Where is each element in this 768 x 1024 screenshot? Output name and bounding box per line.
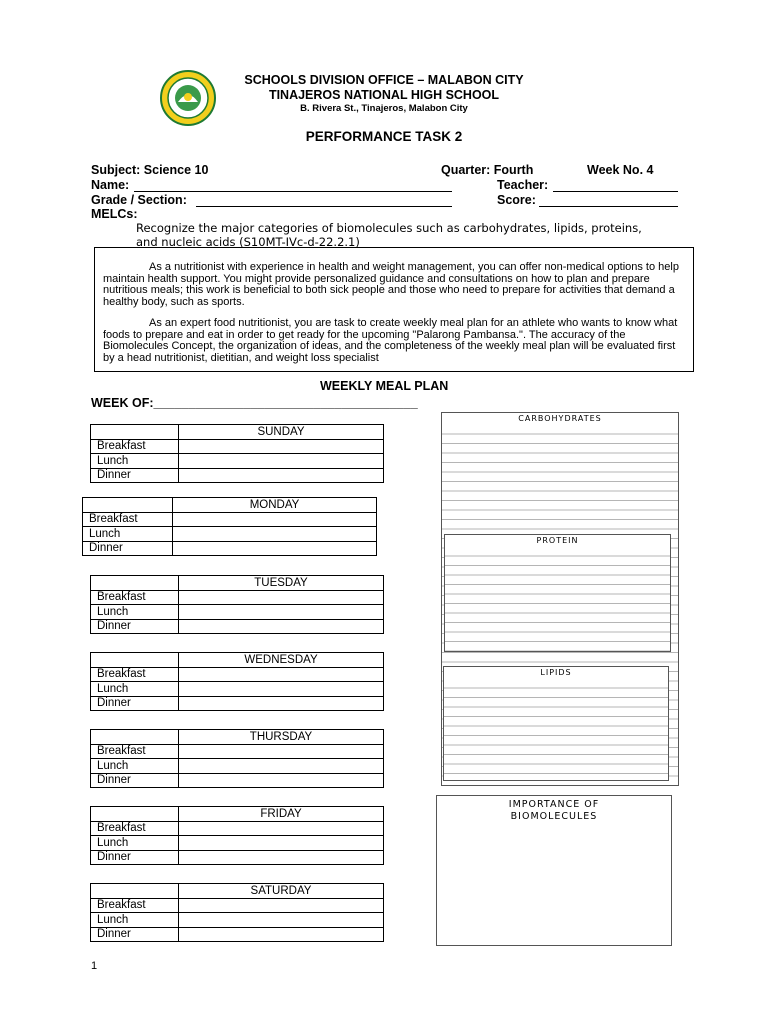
day-table-sunday — [90, 424, 384, 483]
page-title: PERFORMANCE TASK 2 — [305, 129, 463, 144]
day-name: FRIDAY — [179, 807, 384, 822]
meal-entry-cell[interactable] — [173, 541, 377, 556]
blank-header-cell — [91, 884, 179, 899]
task-paragraph-1: As a nutritionist with experience in health and weight management, you can offer non-medical options to help maintain health support. You might provide personalized guidance and consultations on how to plan and prepare nutritious meals; this work is beneficial to both sick people and those who need to prepare for activities that demand a healthy body, such as sports. — [103, 261, 679, 308]
name-label: Name: — [91, 178, 130, 192]
meal-label: Lunch — [91, 759, 179, 774]
meal-label: Breakfast — [91, 439, 179, 454]
day-table-tuesday — [90, 575, 384, 634]
meal-entry-cell[interactable] — [179, 836, 384, 851]
meal-entry-cell[interactable] — [179, 744, 384, 759]
day-table-monday — [82, 497, 377, 556]
blank-header-cell — [91, 576, 179, 591]
quarter-label: Quarter: Fourth — [441, 163, 534, 177]
meal-entry-cell[interactable] — [179, 898, 384, 913]
teacher-field[interactable] — [553, 178, 678, 192]
blank-header-cell — [91, 653, 179, 668]
meal-entry-cell[interactable] — [179, 759, 384, 774]
meal-entry-cell[interactable] — [173, 527, 377, 542]
meal-entry-cell[interactable] — [179, 927, 384, 942]
meal-label: Breakfast — [91, 744, 179, 759]
teacher-label: Teacher: — [497, 178, 549, 192]
grade-section-label: Grade / Section: — [91, 193, 187, 207]
subject-label: Subject: Science 10 — [91, 163, 209, 177]
melcs-text: Recognize the major categories of biomolecules such as carbohydrates, lipids, proteins, and nucleic acids (S10MT-IVc-d-22.2.1) — [136, 221, 642, 249]
meal-entry-cell[interactable] — [173, 512, 377, 527]
meal-label: Lunch — [91, 682, 179, 697]
grade-section-field[interactable] — [196, 193, 452, 207]
meal-label: Dinner — [91, 850, 179, 865]
day-table-friday — [90, 806, 384, 865]
day-table-thursday — [90, 729, 384, 788]
importance-of-biomolecules-box[interactable] — [436, 795, 672, 946]
meal-label: Lunch — [91, 454, 179, 469]
meal-label: Dinner — [91, 927, 179, 942]
meal-label: Breakfast — [91, 821, 179, 836]
importance-heading: IMPORTANCE OF BIOMOLECULES — [508, 799, 600, 822]
day-name: MONDAY — [173, 498, 377, 513]
meal-entry-cell[interactable] — [179, 850, 384, 865]
division-office-heading: SCHOOLS DIVISION OFFICE – MALABON CITY — [244, 73, 524, 87]
meal-entry-cell[interactable] — [179, 454, 384, 469]
meal-entry-cell[interactable] — [179, 821, 384, 836]
name-field[interactable] — [134, 178, 452, 192]
meal-label: Breakfast — [91, 898, 179, 913]
meal-label: Dinner — [91, 696, 179, 711]
meal-entry-cell[interactable] — [179, 590, 384, 605]
day-table-wednesday — [90, 652, 384, 711]
meal-label: Breakfast — [91, 590, 179, 605]
score-field[interactable] — [539, 193, 678, 207]
meal-entry-cell[interactable] — [179, 682, 384, 697]
page-number: 1 — [91, 960, 98, 972]
day-name: TUESDAY — [179, 576, 384, 591]
weekly-meal-plan-title: WEEKLY MEAL PLAN — [320, 379, 449, 393]
day-name: SUNDAY — [179, 425, 384, 440]
day-name: WEDNESDAY — [179, 653, 384, 668]
blank-header-cell — [91, 807, 179, 822]
meal-entry-cell[interactable] — [179, 468, 384, 483]
meal-label: Dinner — [91, 619, 179, 634]
protein-heading: PROTEIN — [445, 535, 670, 546]
meal-label: Dinner — [91, 468, 179, 483]
task-paragraph-2: As an expert food nutritionist, you are task to create weekly meal plan for an athlete who wants to know what foods to prepare and eat in order to get ready for the upcoming "Palarong Pambansa.". The accuracy of the Biomolecules Concept, the organization of ideas, and the completeness of the weekly meal plan will be evaluated first by a head nutritionist, dietitian, and weight loss specialist — [103, 317, 678, 364]
meal-entry-cell[interactable] — [179, 605, 384, 620]
blank-header-cell — [83, 498, 173, 513]
meal-entry-cell[interactable] — [179, 696, 384, 711]
school-address: B. Rivera St., Tinajeros, Malabon City — [300, 103, 468, 114]
day-table-saturday — [90, 883, 384, 942]
score-label: Score: — [497, 193, 536, 207]
blank-header-cell — [91, 730, 179, 745]
meal-label: Lunch — [83, 527, 173, 542]
meal-entry-cell[interactable] — [179, 773, 384, 788]
carbohydrates-heading: CARBOHYDRATES — [442, 413, 678, 424]
protein-notes-box[interactable] — [444, 534, 671, 652]
meal-entry-cell[interactable] — [179, 913, 384, 928]
week-of-field[interactable]: WEEK OF:______________________________________ — [91, 396, 418, 410]
meal-label: Breakfast — [83, 512, 173, 527]
meal-label: Lunch — [91, 605, 179, 620]
meal-label: Lunch — [91, 836, 179, 851]
lipids-heading: LIPIDS — [444, 667, 668, 678]
meal-entry-cell[interactable] — [179, 619, 384, 634]
day-name: SATURDAY — [179, 884, 384, 899]
day-name: THURSDAY — [179, 730, 384, 745]
meal-label: Lunch — [91, 913, 179, 928]
school-name-heading: TINAJEROS NATIONAL HIGH SCHOOL — [268, 88, 500, 102]
week-number-label: Week No. 4 — [587, 163, 654, 177]
blank-header-cell — [91, 425, 179, 440]
lipids-notes-box[interactable] — [443, 666, 669, 781]
meal-entry-cell[interactable] — [179, 439, 384, 454]
meal-label: Dinner — [91, 773, 179, 788]
melcs-label: MELCs: — [91, 207, 138, 221]
meal-label: Dinner — [83, 541, 173, 556]
meal-entry-cell[interactable] — [179, 667, 384, 682]
meal-label: Breakfast — [91, 667, 179, 682]
task-description-box — [94, 247, 694, 372]
